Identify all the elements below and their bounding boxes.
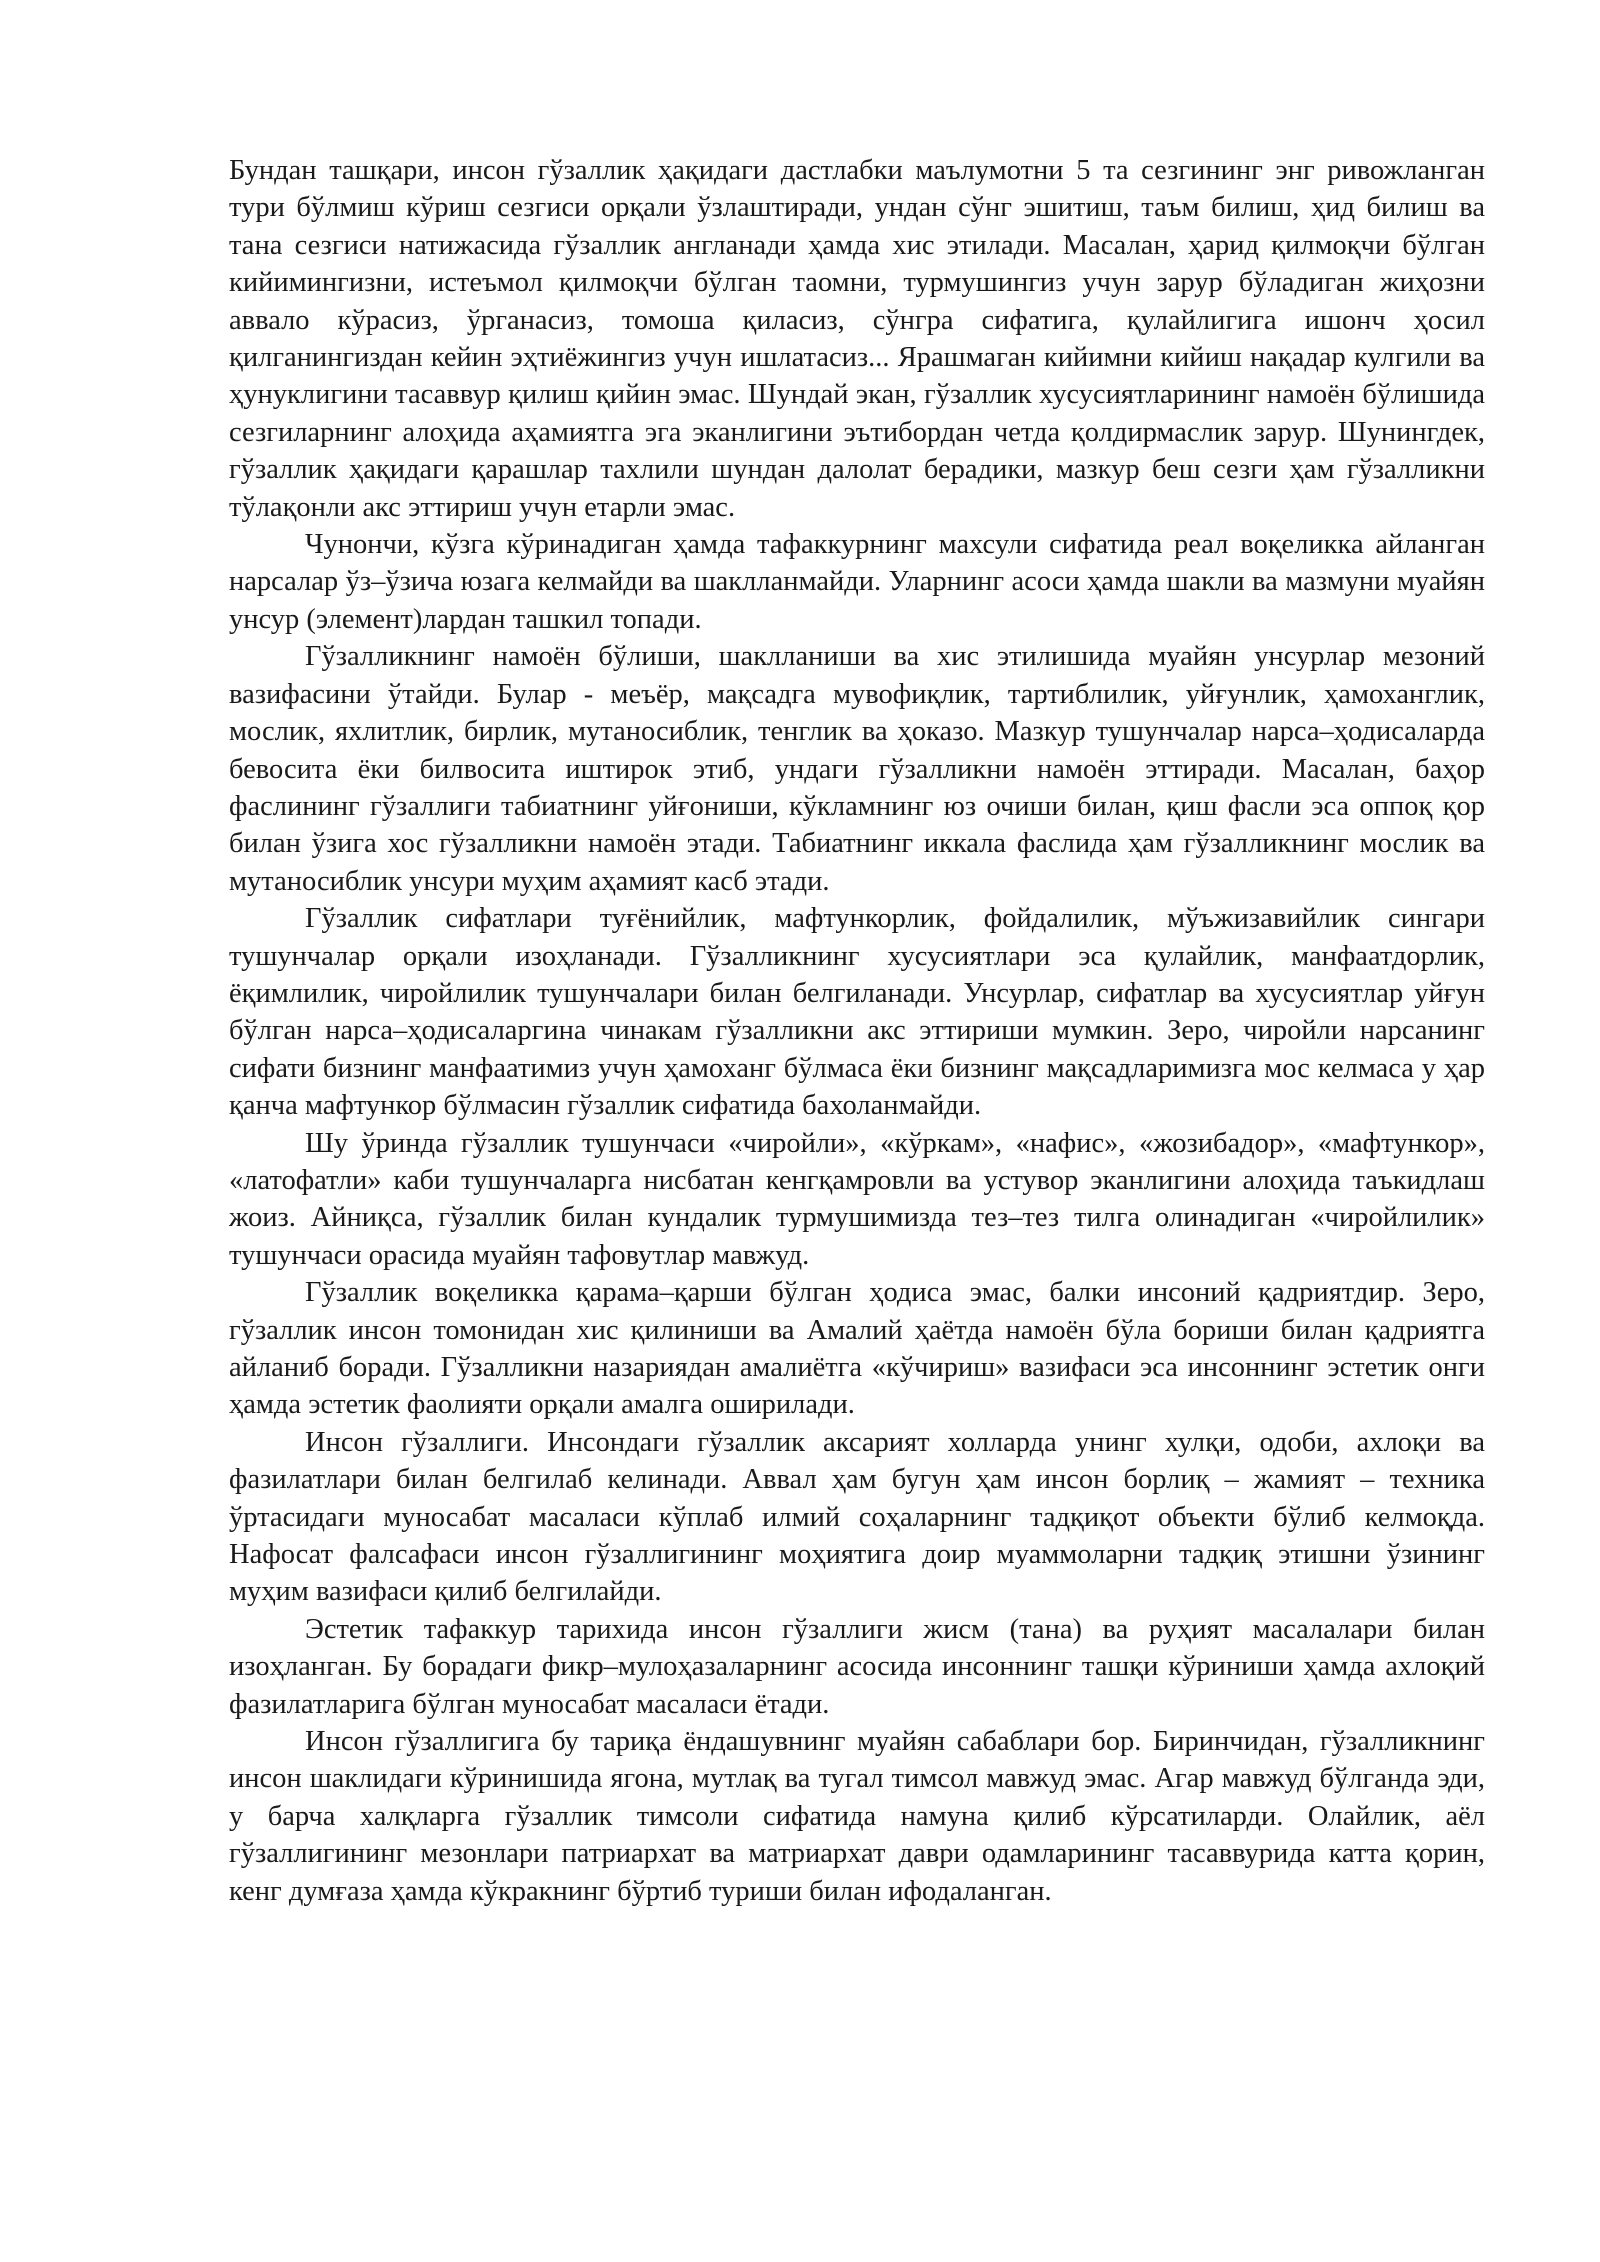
paragraph: Гўзаллик воқеликка қарама–қарши бўлган ҳодиса эмас, балки инсоний қадриятдир. Зеро, гўзаллик инсон томонидан хис қилиниши ва Амалий ҳаётда намоён бўла бориши билан қадриятга айланиб боради. Гўзалликни назариядан амалиётга «кўчириш» вазифаси эса инсоннинг эстетик онги ҳамда эстетик фаолияти орқали амалга оширилади. [229, 1277, 1485, 1421]
paragraph: Эстетик тафаккур тарихида инсон гўзаллиги жисм (тана) ва руҳият масалалари билан изоҳланган. Бу борадаги фикр–мулоҳазаларнинг асосида инсоннинг ташқи кўриниши ҳамда ахлоқий фазилатларига бўлган муносабат масаласи ётади. [229, 1613, 1485, 1720]
paragraph: Чунончи, кўзга кўринадиган ҳамда тафаккурнинг махсули сифатида реал воқеликка айланган нарсалар ўз–ўзича юзага келмайди ва шаклланмайди. Уларнинг асоси ҳамда шакли ва мазмуни муайян унсур (элемент)лардан ташкил топади. [229, 529, 1485, 635]
paragraph: Шу ўринда гўзаллик тушунчаси «чиройли», «кўркам», «нафис», «жозибадор», «мафтункор», «латофатли» каби тушунчаларга нисбатан кенгқамровли ва устувор эканлигини алоҳида таъкидлаш жоиз. Айниқса, гўзаллик билан кундалик турмушимизда тез–тез тилга олинадиган «чиройлилик» тушунчаси орасида муайян тафовутлар мавжуд. [229, 1127, 1485, 1271]
paragraph: Гўзаллик сифатлари туғёнийлик, мафтункорлик, фойдалилик, мўъжизавийлик сингари тушунчалар орқали изоҳланади. Гўзалликнинг хусусиятлари эса қулайлик, манфаатдорлик, ёқимлилик, чиройлилик тушунчалари билан белгиланади. Унсурлар, сифатлар ва хусусиятлар уйғун бўлган нарса–ҳодисаларгина чинакам гўзалликни акс эттириши мумкин. Зеро, чиройли нарсанинг сифати бизнинг манфаатимиз учун ҳамоханг бўлмаса ёки бизнинг мақсадларимизга мос келмаса у ҳар қанча мафтункор бўлмасин гўзаллик сифатида бахоланмайди. [229, 903, 1485, 1122]
paragraph: Бундан ташқари, инсон гўзаллик ҳақидаги дастлабки маълумотни 5 та сезгининг энг ривожланган тури бўлмиш кўриш сезгиси орқали ўзлаштиради, ундан сўнг эшитиш, таъм билиш, ҳид билиш ва тана сезгиси натижасида гўзаллик англанади ҳамда хис этилади. Масалан, ҳарид қилмоқчи бўлган кийимингизни, истеъмол қилмоқчи бўлган таомни, турмушингиз учун зарур бўладиган жиҳозни аввало кўрасиз, ўрганасиз, томоша қиласиз, сўнгра сифатига, қулайлигига ишонч ҳосил қилганингиздан кейин эҳтиёжингиз учун ишлатасиз... Ярашмаган кийимни кийиш нақадар кулгили ва ҳунуклигини тасаввур қилиш қийин эмас. Шундай экан, гўзаллик хусусиятларининг намоён бўлишида сезгиларнинг алоҳида аҳамиятга эга эканлигини эътибордан четда қолдирмаслик зарур. Шунингдек, гўзаллик ҳақидаги қарашлар тахлили шундан далолат берадики, мазкур беш сезги ҳам гўзалликни тўлақонли акс эттириш учун етарли эмас. [229, 155, 1485, 523]
paragraph: Инсон гўзаллигига бу тариқа ёндашувнинг муайян сабаблари бор. Биринчидан, гўзалликнинг инсон шаклидаги кўринишида ягона, мутлақ ва тугал тимсол мавжуд эмас. Агар мавжуд бўлганда эди, у барча халқларга гўзаллик тимсоли сифатида намуна қилиб кўрсатиларди. Олайлик, аёл гўзаллигининг мезонлари патриархат ва матриархат даври одамларининг тасаввурида катта қорин, кенг думғаза ҳамда кўкракнинг бўртиб туриши билан ифодаланган. [229, 1726, 1485, 1907]
paragraph: Гўзалликнинг намоён бўлиши, шаклланиши ва хис этилишида муайян унсурлар мезоний вазифасини ўтайди. Булар - меъёр, мақсадга мувофиқлик, тартиблилик, уйғунлик, ҳамоханглик, мослик, яхлитлик, бирлик, мутаносиблик, тенглик ва ҳоказо. Мазкур тушунчалар нарса–ҳодисаларда бевосита ёки билвосита иштирок этиб, ундаги гўзалликни намоён эттиради. Масалан, баҳор фаслининг гўзаллиги табиатнинг уйғониши, кўкламнинг юз очиши билан, қиш фасли эса оппоқ қор билан ўзига хос гўзалликни намоён этади. Табиатнинг иккала фаслида ҳам гўзалликнинг мослик ва мутаносиблик унсури муҳим аҳамият касб этади. [229, 641, 1485, 897]
paragraph: Инсон гўзаллиги. Инсондаги гўзаллик аксарият холларда унинг хулқи, одоби, ахлоқи ва фазилатлари билан белгилаб келинади. Аввал ҳам бугун ҳам инсон борлиқ – жамият – техника ўртасидаги муносабат масаласи кўплаб илмий соҳаларнинг тадқиқот объекти бўлиб келмоқда. Нафосат фалсафаси инсон гўзаллигининг моҳиятига доир муаммоларни тадқиқ этишни ўзининг муҳим вазифаси қилиб белгилайди. [229, 1426, 1485, 1608]
document-body [229, 152, 1485, 1910]
